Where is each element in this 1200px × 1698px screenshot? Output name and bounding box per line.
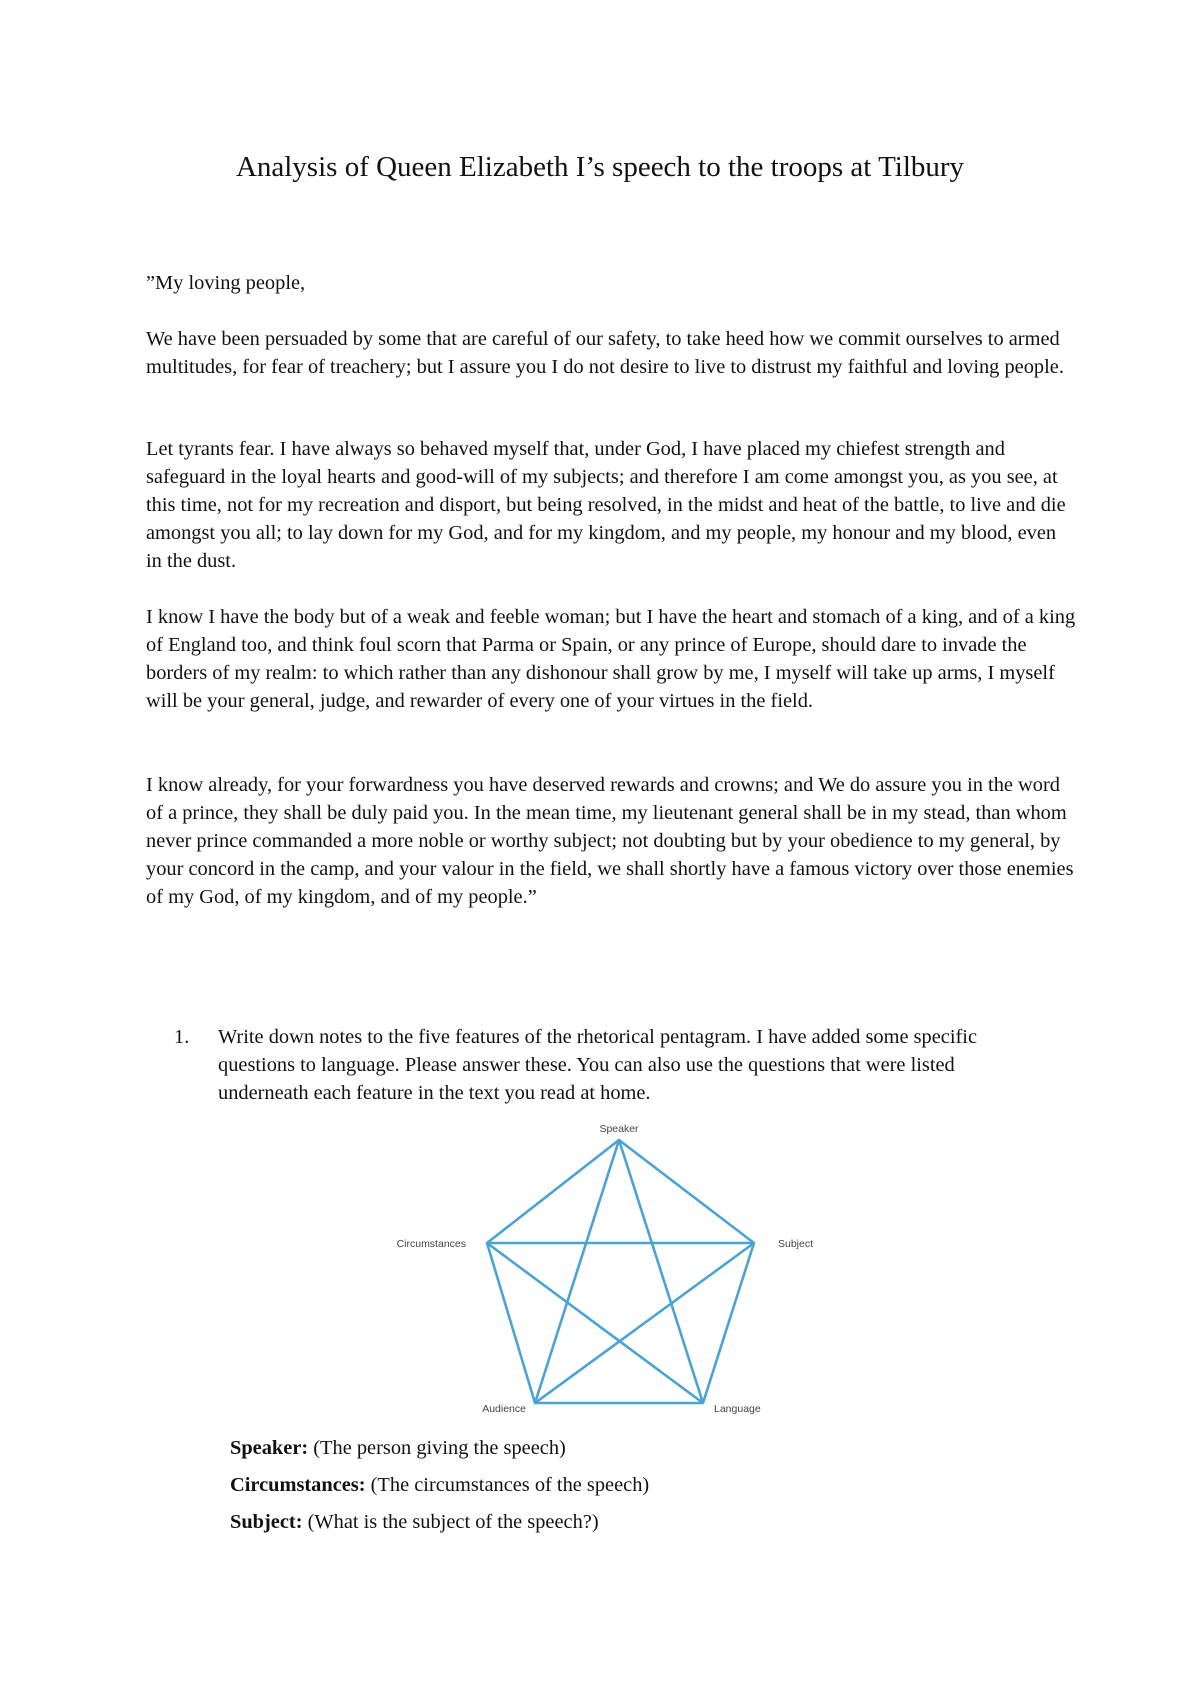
answer-row-subject bbox=[230, 1504, 1080, 1541]
answer-row-circumstances bbox=[230, 1467, 1080, 1504]
answer-key: Speaker: bbox=[230, 1437, 309, 1459]
answer-prompts bbox=[230, 1430, 1080, 1541]
answer-key: Circumstances: bbox=[230, 1474, 366, 1496]
rhetorical-pentagram-diagram bbox=[380, 1118, 840, 1418]
speech-salutation: ”My loving people, bbox=[146, 272, 306, 294]
task-text: Write down notes to the five features of the rhetorical pentagram. I have added some specific questions to language. Please answer these. You can also use the questions that were listed underneath each feature in the text you read at home. bbox=[218, 1026, 977, 1104]
answer-prompt: (The circumstances of the speech) bbox=[365, 1474, 650, 1496]
star-line-speaker-audience bbox=[535, 1140, 619, 1403]
answer-row-speaker bbox=[230, 1430, 1080, 1467]
pentagram-svg bbox=[380, 1118, 840, 1418]
speech-paragraph-2: Let tyrants fear. I have always so behaved myself that, under God, I have placed my chiefest strength and safeguard in the loyal hearts and good-will of my subjects; and therefore I am come amongst you, as you see, at this time, not for my recreation and disport, but being resolved, in the midst and heat of the battle, to live and die amongst you all; to lay down for my God, and for my kingdom, and my people, my honour and my blood, even in the dust. bbox=[146, 438, 1066, 572]
task-number: 1. bbox=[174, 1026, 190, 1048]
pentagram-label-circumstances: Circumstances bbox=[396, 1238, 466, 1250]
answer-prompt: (What is the subject of the speech?) bbox=[302, 1511, 599, 1533]
speech-paragraph-1: We have been persuaded by some that are careful of our safety, to take heed how we commit ourselves to armed multitudes, for fear of treachery; but I assure you I do not desire to live to distrust my faithful and loving people. bbox=[146, 328, 1064, 378]
pentagram-label-speaker: Speaker bbox=[599, 1123, 639, 1135]
pentagram-label-audience: Audience bbox=[482, 1403, 526, 1415]
speech-paragraph-4: I know already, for your forwardness you have deserved rewards and crowns; and We do assure you in the word of a prince, they shall be duly paid you. In the mean time, my lieutenant general shall be in my stead, than whom never prince commanded a more noble or worthy subject; not doubting but by your obedience to my general, by your concord in the camp, and your valour in the field, we shall shortly have a famous victory over those enemies of my God, of my kingdom, and of my people.” bbox=[146, 774, 1074, 908]
document-title: Analysis of Queen Elizabeth I’s speech to the troops at Tilbury bbox=[235, 151, 965, 183]
pentagram-label-subject: Subject bbox=[778, 1238, 814, 1250]
pentagram-label-language: Language bbox=[714, 1403, 761, 1415]
answer-prompt: (The person giving the speech) bbox=[308, 1437, 566, 1459]
star-line-speaker-language bbox=[619, 1140, 703, 1403]
answer-key: Subject: bbox=[230, 1511, 303, 1533]
star-line-circumstances-language bbox=[487, 1243, 703, 1403]
star-line-subject-audience bbox=[535, 1243, 754, 1403]
speech-paragraph-3: I know I have the body but of a weak and feeble woman; but I have the heart and stomach of a king, and of a king of England too, and think foul scorn that Parma or Spain, or any prince of Europe, should dare to invade the borders of my realm: to which rather than any dishonour shall grow by me, I myself will take up arms, I myself will be your general, judge, and rewarder of every one of your virtues in the field. bbox=[146, 606, 1076, 712]
